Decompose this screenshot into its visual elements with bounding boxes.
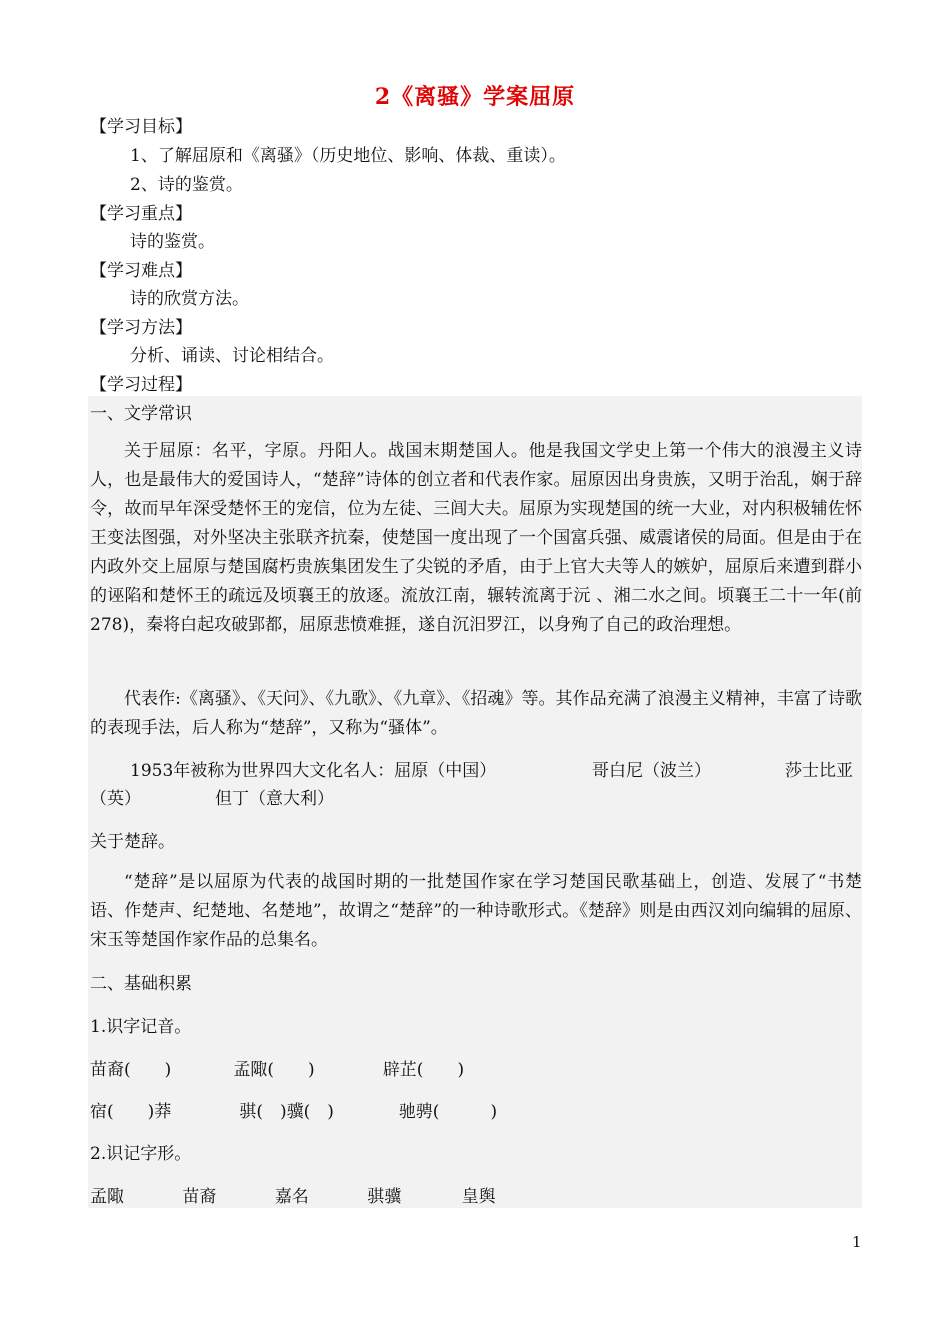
famous-1953-a: 1953年被称为世界四大文化名人：屈原（中国） bbox=[130, 761, 497, 781]
works-text: 代表作:《离骚》、《天问》、《九歌》、《九章》、《招魂》等。其作品充满了浪漫主义精神，丰富了诗歌的表现手法，后人称为“楚辞”，又称为“骚体”。 bbox=[90, 689, 862, 738]
difficulty-heading: 【学习难点】 bbox=[90, 261, 192, 281]
process-heading: 【学习过程】 bbox=[90, 375, 192, 395]
about-chuci-paragraph bbox=[90, 868, 862, 955]
famous-1953-c: 莎士比亚 bbox=[785, 761, 853, 781]
famous-1953-b: 哥白尼（波兰） bbox=[592, 761, 711, 781]
goal-item-2: 2、诗的鉴赏。 bbox=[130, 175, 243, 195]
about-quyuan-paragraph bbox=[90, 437, 862, 640]
key-text: 诗的鉴赏。 bbox=[130, 232, 215, 252]
row3-item: 嘉名 bbox=[274, 1187, 309, 1207]
row2-item: 骐( )骥( ) bbox=[239, 1102, 334, 1122]
difficulty-text: 诗的欣赏方法。 bbox=[130, 289, 249, 309]
about-chuci-heading: 关于楚辞。 bbox=[90, 832, 175, 852]
row1-item: 孟陬( ) bbox=[233, 1060, 315, 1080]
method-text: 分析、诵读、讨论相结合。 bbox=[130, 346, 334, 366]
question-2: 2.识记字形。 bbox=[90, 1144, 192, 1164]
question-1: 1.识字记音。 bbox=[90, 1017, 192, 1037]
row2-item: 驰骋( ) bbox=[398, 1102, 498, 1122]
pronunciation-row-1 bbox=[90, 1057, 464, 1083]
part2-heading: 二、基础积累 bbox=[90, 974, 192, 994]
page-title: 2《离骚》学案屈原 bbox=[374, 84, 576, 110]
part1-heading: 一、文学常识 bbox=[90, 404, 192, 424]
pronunciation-row-2 bbox=[90, 1099, 497, 1125]
page-number: 1 bbox=[852, 1233, 862, 1251]
famous-1953-d: （英） bbox=[90, 789, 141, 809]
goal-item-1: 1、了解屈原和《离骚》（历史地位、影响、体裁、重读）。 bbox=[130, 146, 566, 166]
row3-item: 苗裔 bbox=[182, 1187, 217, 1207]
row3-item: 皇舆 bbox=[461, 1187, 496, 1207]
row1-item: 苗裔( ) bbox=[90, 1060, 172, 1080]
row3-item: 孟陬 bbox=[90, 1187, 124, 1207]
goal-heading: 【学习目标】 bbox=[90, 117, 192, 137]
row2-item: 宿( )莽 bbox=[90, 1102, 172, 1122]
about-chuci-text: “楚辞”是以屈原为代表的战国时期的一批楚国作家在学习楚国民歌基础上，创造、发展了“书楚语、作楚声、纪楚地、名楚地”，故谓之“楚辞”的一种诗歌形式。《楚辞》则是由西汉刘向编辑的屈原、宋玉等楚国作家作品的总集名。 bbox=[90, 872, 862, 950]
method-heading: 【学习方法】 bbox=[90, 318, 192, 338]
works-paragraph bbox=[90, 685, 862, 743]
character-form-row bbox=[90, 1184, 496, 1210]
about-quyuan-text: 关于屈原：名平，字原。丹阳人。战国末期楚国人。他是我国文学史上第一个伟大的浪漫主义诗人，也是最伟大的爱国诗人，“楚辞”诗体的创立者和代表作家。屈原因出身贵族，又明于治乱，娴于辞令，故而早年深受楚怀王的宠信，位为左徒、三闾大夫。屈原为实现楚国的统一大业，对内积极辅佐怀王变法图强，对外坚决主张联齐抗秦，使楚国一度出现了一个国富兵强、威震诸侯的局面。但是由于在内政外交上屈原与楚国腐朽贵族集团发生了尖锐的矛盾，由于上官大夫等人的嫉妒，屈原后来遭到群小的诬陷和楚怀王的疏远及顷襄王的放逐。流放江南，辗转流离于沅 、湘二水之间。顷襄王二十一年(前278)，秦将白起攻破郢都，屈原悲愤难捱，遂自沉汨罗江，以身殉了自己的政治理想。 bbox=[90, 441, 862, 635]
key-heading: 【学习重点】 bbox=[90, 204, 192, 224]
row1-item: 辟芷( ) bbox=[382, 1060, 465, 1080]
famous-1953-e: 但丁（意大利） bbox=[215, 789, 334, 809]
row3-item: 骐骥 bbox=[367, 1187, 402, 1207]
